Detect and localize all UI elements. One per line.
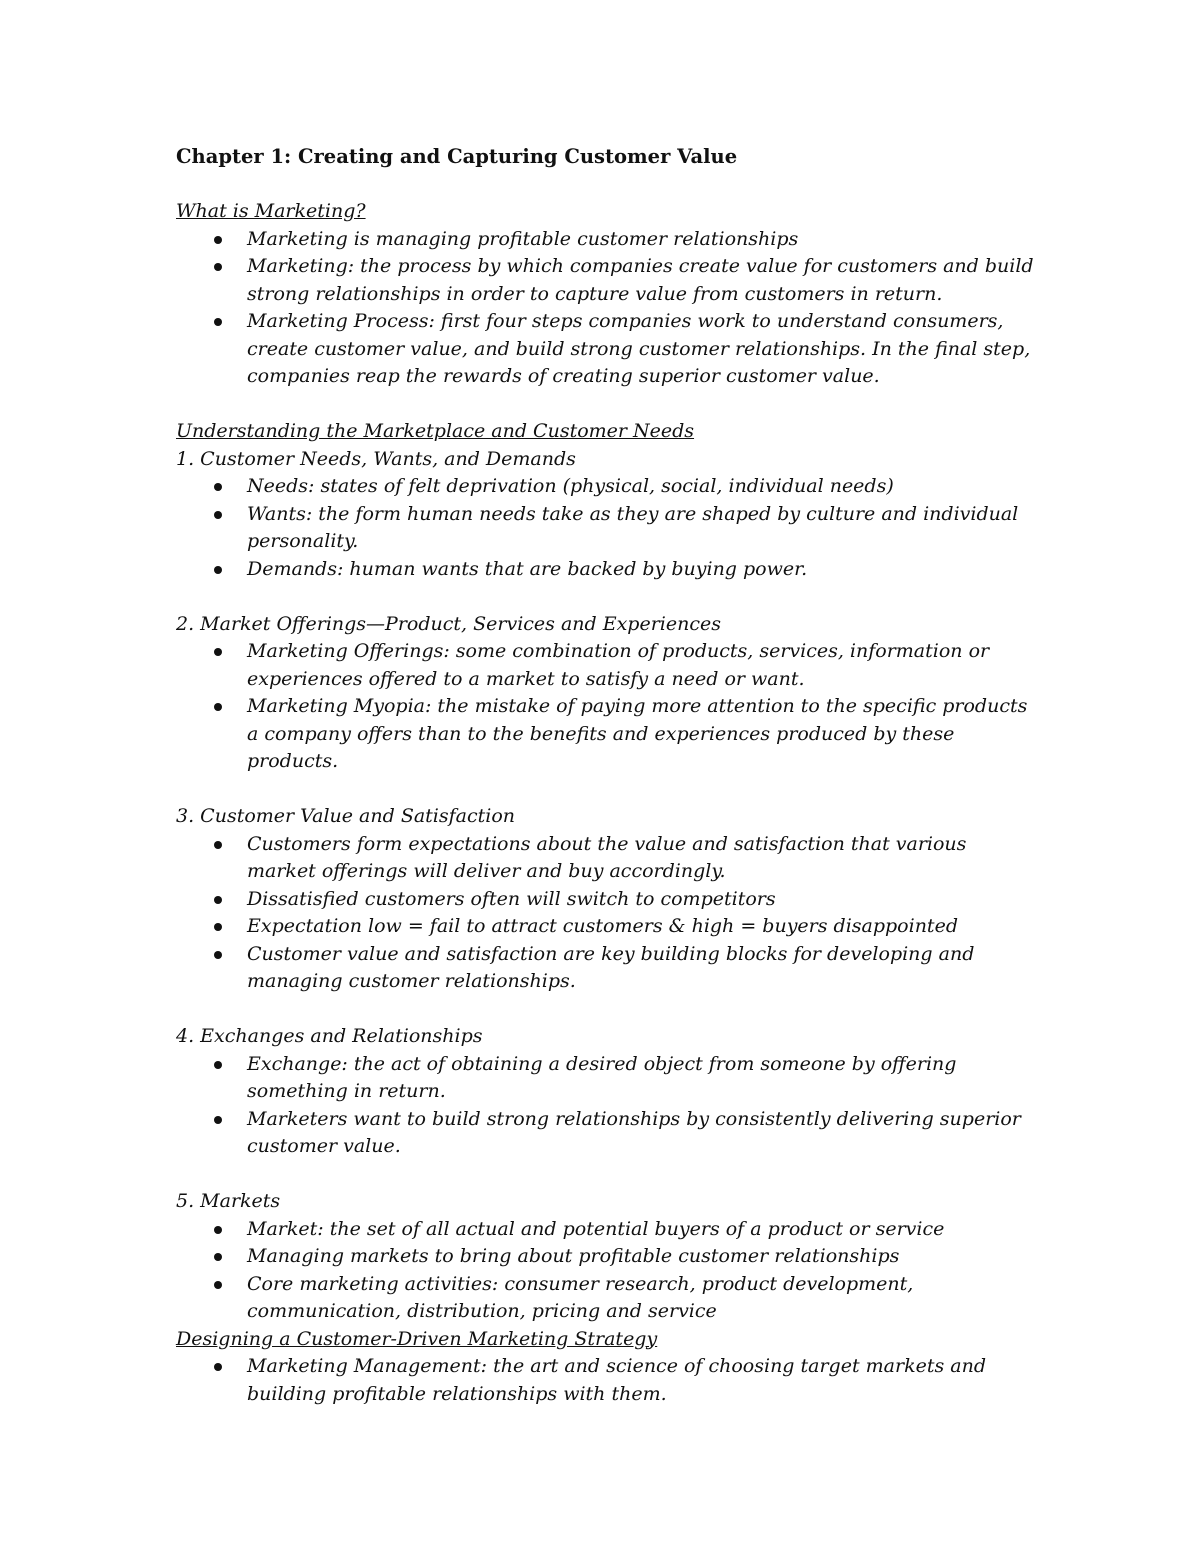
list-item (247, 638, 1046, 693)
subsection-title: 2. Market Offerings—Product, Services and Experiences (176, 612, 721, 635)
list-item-text: Marketing Process: first four steps companies work to understand consumers, create customer value, and build strong customer relationships. In the final step, companies reap the rewards of creating superior customer value. (247, 310, 1031, 387)
chapter-title: Chapter 1: Creating and Capturing Customer Value (176, 145, 738, 168)
list-item-text: Marketing is managing profitable customer relationships (247, 227, 799, 250)
bullet-icon (214, 1116, 222, 1124)
subsection-title: 4. Exchanges and Relationships (176, 1025, 483, 1047)
document-page (176, 143, 1046, 1408)
list-item-text: Marketing Management: the art and science of choosing target markets and building profitable relationships with them. (247, 1355, 986, 1405)
section-designing-strategy (176, 1326, 1046, 1409)
list-item-text: Wants: the form human needs take as they are shaped by culture and individual personality. (247, 502, 1019, 552)
list-item-text: Marketing: the process by which companies create value for customers and build strong relationships in order to capture value from customers in return. (247, 255, 1034, 305)
subsection-title: 1. Customer Needs, Wants, and Demands (176, 447, 576, 470)
list-item-text: Managing markets to bring about profitable customer relationships (247, 1245, 900, 1267)
list-item (247, 941, 1046, 996)
list-item-text: Demands: human wants that are backed by buying power. (247, 557, 808, 580)
bullet-icon (214, 318, 222, 326)
bullet-icon (214, 1226, 222, 1234)
bullet-icon (214, 703, 222, 711)
section-what-is-marketing (176, 198, 1046, 391)
section-heading: What is Marketing? (176, 200, 366, 222)
bullet-icon (214, 841, 222, 849)
bullet-icon (214, 483, 222, 491)
bullet-list (176, 1353, 1046, 1408)
list-item (247, 253, 1046, 308)
list-item (247, 1216, 1046, 1244)
bullet-list (176, 226, 1046, 391)
list-item-text: Marketers want to build strong relationships by consistently delivering superior customer value. (247, 1107, 1021, 1157)
subsection-markets (176, 1188, 1046, 1326)
list-item (247, 831, 1046, 886)
section-heading: Understanding the Marketplace and Customer Needs (176, 420, 695, 442)
list-item-text: Customers form expectations about the value and satisfaction that various market offerings will deliver and buy accordingly. (247, 832, 967, 882)
list-item (247, 226, 1046, 254)
list-item (247, 1243, 1046, 1271)
list-item-text: Marketing Offerings: some combination of products, services, information or experiences offered to a market to satisfy a need or want. (247, 640, 990, 690)
list-item (247, 693, 1046, 776)
bullet-list (176, 1051, 1046, 1161)
bullet-icon (214, 236, 222, 244)
subsection-customer-value (176, 803, 1046, 996)
list-item-text: Core marketing activities: consumer research, product development, communication, distribution, pricing and service (247, 1272, 914, 1322)
bullet-icon (214, 1253, 222, 1261)
list-item (247, 1106, 1046, 1161)
list-item-text: Customer value and satisfaction are key building blocks for developing and managing customer relationships. (247, 942, 975, 992)
bullet-list (176, 831, 1046, 996)
subsection-needs-wants-demands (176, 446, 1046, 584)
bullet-icon (214, 951, 222, 959)
section-heading: Designing a Customer-Driven Marketing Strategy (176, 1327, 658, 1350)
bullet-icon (214, 511, 222, 519)
list-item-text: Needs: states of felt deprivation (physical, social, individual needs) (247, 475, 894, 497)
list-item (247, 1353, 1046, 1408)
subsection-exchanges (176, 1023, 1046, 1161)
list-item (247, 308, 1046, 391)
list-item-text: Market: the set of all actual and potential buyers of a product or service (247, 1217, 945, 1240)
bullet-icon (214, 648, 222, 656)
bullet-icon (214, 896, 222, 904)
list-item-text: Exchange: the act of obtaining a desired object from someone by offering something in return. (247, 1052, 957, 1102)
bullet-icon (214, 923, 222, 931)
section-understanding-marketplace (176, 418, 1046, 1326)
list-item-text: Expectation low = fail to attract customers & high = buyers disappointed (247, 915, 958, 937)
bullet-icon (214, 263, 222, 271)
bullet-list (176, 638, 1046, 776)
subsection-title: 5. Markets (176, 1190, 281, 1212)
list-item (247, 501, 1046, 556)
bullet-icon (214, 1061, 222, 1069)
subsection-title: 3. Customer Value and Satisfaction (176, 805, 516, 827)
list-item (247, 886, 1046, 914)
bullet-list (176, 1216, 1046, 1326)
bullet-icon (214, 566, 222, 574)
list-item-text: Dissatisfied customers often will switch to competitors (247, 887, 776, 910)
bullet-icon (214, 1281, 222, 1289)
bullet-icon (214, 1363, 222, 1371)
bullet-list (176, 473, 1046, 583)
list-item-text: Marketing Myopia: the mistake of paying more attention to the specific products a company offers than to the benefits and experiences produced by these products. (247, 695, 1028, 772)
list-item (247, 1271, 1046, 1326)
subsection-market-offerings (176, 611, 1046, 776)
list-item (247, 913, 1046, 941)
list-item (247, 556, 1046, 584)
list-item (247, 473, 1046, 501)
list-item (247, 1051, 1046, 1106)
